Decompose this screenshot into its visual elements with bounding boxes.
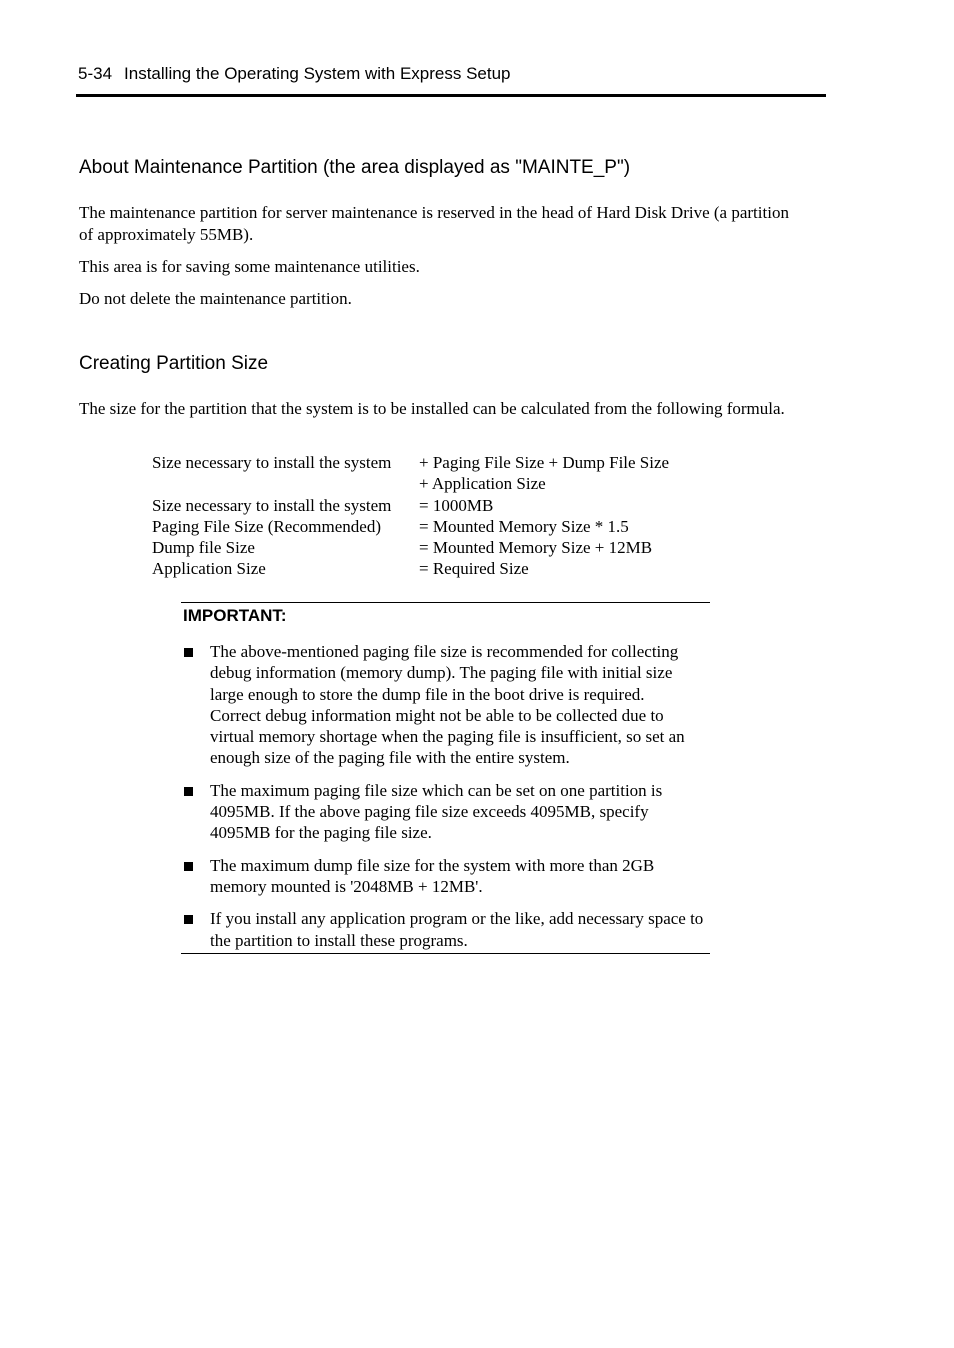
square-bullet-icon (184, 648, 193, 657)
important-notice (181, 602, 710, 954)
page-number: 5-34 (78, 64, 113, 83)
list-item-text: The maximum dump file size for the system with more than 2GB memory mounted is '2048MB + 12MB'. (210, 855, 655, 896)
square-bullet-icon (184, 915, 193, 924)
paragraph-maintenance-utilities: This area is for saving some maintenance utilities. (79, 257, 420, 276)
list-item (181, 780, 710, 844)
important-list (181, 641, 710, 951)
section-heading-partition-size: Creating Partition Size (79, 353, 269, 374)
list-item-text: The above-mentioned paging file size is recommended for collecting debug information (memory dump). The paging file with initial size large enough to store the dump file in the boot drive is required. (210, 642, 679, 704)
formula-row (152, 516, 669, 537)
formula-expression: + Paging File Size + Dump File Size (419, 453, 670, 472)
formula-term: Dump file Size (152, 538, 255, 558)
formula-row (152, 473, 669, 494)
page-header (78, 64, 511, 84)
formula-term: Application Size (152, 559, 266, 579)
paragraph-formula-intro: The size for the partition that the system is to be installed can be calculated from the following formula. (79, 399, 785, 418)
partition-size-formula (152, 452, 669, 580)
formula-expression: + Application Size (419, 474, 546, 494)
formula-expression: = Mounted Memory Size + 12MB (419, 538, 653, 558)
formula-row (152, 558, 669, 579)
paragraph-maintenance-partition-size: The maintenance partition for server maintenance is reserved in the head of Hard Disk Drive (a partition of approximately 55MB). (79, 203, 789, 244)
square-bullet-icon (184, 862, 193, 871)
paragraph-do-not-delete: Do not delete the maintenance partition. (79, 289, 352, 308)
formula-term: Size necessary to install the system (152, 453, 392, 472)
header-rule (76, 94, 826, 97)
formula-term: Paging File Size (Recommended) (152, 516, 381, 536)
important-title: IMPORTANT: (183, 606, 287, 625)
section-heading-maintenance-partition: About Maintenance Partition (the area displayed as "MAINTE_P") (79, 157, 631, 178)
formula-term (152, 473, 419, 494)
formula-expression: = 1000MB (419, 495, 494, 515)
list-item-text: If you install any application program or the like, add necessary space to the partition to install these programs. (210, 909, 704, 950)
list-item-text: Correct debug information might not be able to be collected due to virtual memory shortage when the paging file is insufficient, so set an enough size of the paging file with the entire system. (210, 705, 685, 768)
formula-expression: = Mounted Memory Size * 1.5 (419, 516, 629, 536)
list-item (181, 908, 710, 951)
formula-term: Size necessary to install the system (152, 495, 392, 515)
chapter-title: Installing the Operating System with Express Setup (124, 64, 511, 83)
formula-expression: = Required Size (419, 559, 529, 579)
formula-row (152, 452, 669, 473)
list-item-text: The maximum paging file size which can be set on one partition is 4095MB. If the above paging file size exceeds 4095MB, specify 4095MB for the paging file size. (210, 780, 663, 843)
formula-row (152, 495, 669, 516)
square-bullet-icon (184, 787, 193, 796)
list-item (181, 641, 710, 769)
formula-row (152, 537, 669, 558)
list-item (181, 855, 710, 898)
